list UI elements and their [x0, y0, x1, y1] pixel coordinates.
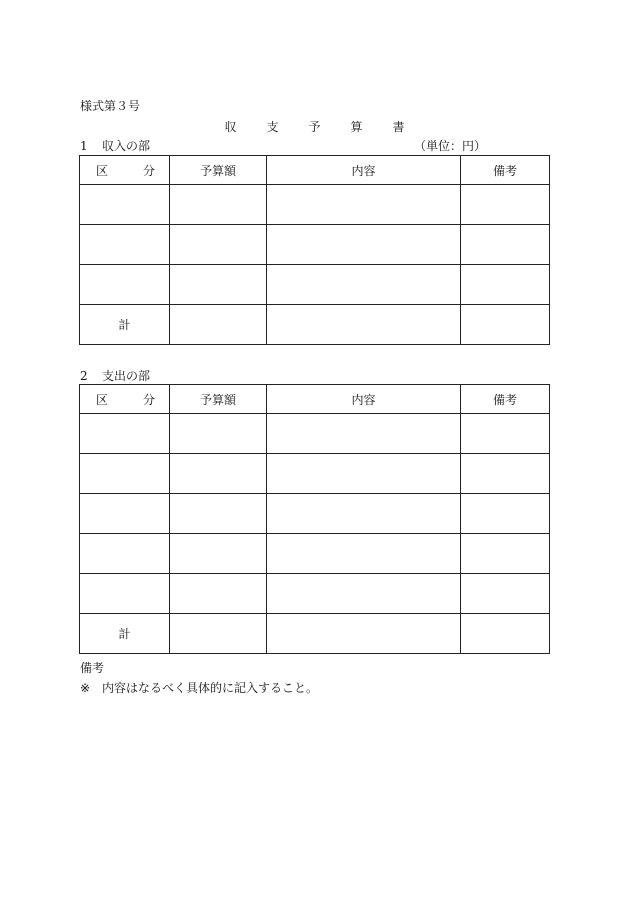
income-cell-remarks[interactable]: [461, 225, 550, 265]
income-header-content: 内容: [267, 156, 461, 185]
remarks-heading: 備考: [80, 661, 105, 675]
income-section-number: 1: [80, 139, 88, 153]
form-number: 様式第３号: [80, 99, 141, 113]
expense-cell-budget[interactable]: [170, 454, 267, 494]
income-total-remarks[interactable]: [461, 305, 550, 345]
income-header-remarks: 備考: [461, 156, 550, 185]
expense-section-heading: [80, 367, 150, 384]
expense-table: [79, 384, 550, 654]
expense-cell-budget[interactable]: [170, 574, 267, 614]
expense-cell-budget[interactable]: [170, 534, 267, 574]
expense-total-row: [80, 614, 550, 654]
income-section-heading: [80, 137, 150, 154]
income-header-budget: 予算額: [170, 156, 267, 185]
income-cell-content[interactable]: [267, 265, 461, 305]
remarks-note-text: 内容はなるべく具体的に記入すること。: [102, 681, 319, 695]
income-cell-remarks[interactable]: [461, 185, 550, 225]
expense-cell-content[interactable]: [267, 454, 461, 494]
expense-row: [80, 494, 550, 534]
income-header-row: [80, 156, 550, 185]
income-row: [80, 265, 550, 305]
income-row: [80, 225, 550, 265]
expense-cell-kubun[interactable]: [80, 494, 170, 534]
expense-cell-content[interactable]: [267, 494, 461, 534]
expense-row: [80, 414, 550, 454]
expense-header-kubun: [80, 385, 170, 414]
income-cell-budget[interactable]: [170, 225, 267, 265]
expense-header-remarks: 備考: [461, 385, 550, 414]
expense-total-label: 計: [80, 614, 170, 654]
expense-cell-kubun[interactable]: [80, 534, 170, 574]
expense-total-remarks[interactable]: [461, 614, 550, 654]
expense-header-row: [80, 385, 550, 414]
expense-cell-budget[interactable]: [170, 494, 267, 534]
remarks-note-mark: ※: [80, 681, 91, 695]
expense-cell-remarks[interactable]: [461, 534, 550, 574]
expense-header-kubun-right: 分: [142, 392, 155, 407]
income-row: [80, 185, 550, 225]
document-title: 収 支 予 算 書: [224, 120, 414, 134]
income-header-kubun-left: 区: [96, 163, 109, 178]
income-table: [79, 155, 550, 345]
income-cell-budget[interactable]: [170, 185, 267, 225]
income-cell-kubun[interactable]: [80, 185, 170, 225]
expense-row: [80, 454, 550, 494]
expense-cell-kubun[interactable]: [80, 414, 170, 454]
unit-label: （単位：円）: [414, 139, 487, 153]
expense-cell-remarks[interactable]: [461, 574, 550, 614]
expense-cell-content[interactable]: [267, 574, 461, 614]
expense-row: [80, 574, 550, 614]
expense-cell-content[interactable]: [267, 534, 461, 574]
expense-cell-content[interactable]: [267, 414, 461, 454]
expense-total-budget[interactable]: [170, 614, 267, 654]
expense-section-title: 支出の部: [102, 369, 151, 383]
income-cell-remarks[interactable]: [461, 265, 550, 305]
expense-header-content: 内容: [267, 385, 461, 414]
expense-row: [80, 534, 550, 574]
income-header-kubun: [80, 156, 170, 185]
expense-cell-budget[interactable]: [170, 414, 267, 454]
income-cell-content[interactable]: [267, 225, 461, 265]
expense-total-content[interactable]: [267, 614, 461, 654]
income-section-title: 収入の部: [102, 139, 151, 153]
income-cell-kubun[interactable]: [80, 225, 170, 265]
expense-cell-remarks[interactable]: [461, 454, 550, 494]
expense-header-kubun-left: 区: [96, 392, 109, 407]
income-total-content[interactable]: [267, 305, 461, 345]
expense-cell-kubun[interactable]: [80, 574, 170, 614]
expense-cell-remarks[interactable]: [461, 494, 550, 534]
income-cell-budget[interactable]: [170, 265, 267, 305]
expense-header-budget: 予算額: [170, 385, 267, 414]
remarks-note: [80, 679, 318, 696]
income-total-label: 計: [80, 305, 170, 345]
expense-section-number: 2: [80, 369, 88, 383]
income-total-budget[interactable]: [170, 305, 267, 345]
income-cell-content[interactable]: [267, 185, 461, 225]
income-total-row: [80, 305, 550, 345]
expense-cell-kubun[interactable]: [80, 454, 170, 494]
income-cell-kubun[interactable]: [80, 265, 170, 305]
income-header-kubun-right: 分: [142, 163, 155, 178]
expense-cell-remarks[interactable]: [461, 414, 550, 454]
